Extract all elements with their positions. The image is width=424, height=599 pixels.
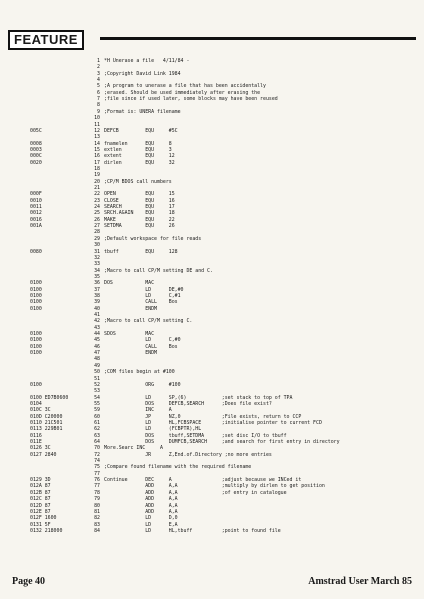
code-line-source: ;CP/M BDOS call numbers: [104, 178, 172, 185]
code-line-address: 0100: [30, 331, 42, 338]
code-listing: [30, 58, 414, 568]
code-line-source: SRCH.AGAIN EQU 18: [104, 210, 175, 217]
code-line-source: ;Format is: UNERA filename: [104, 108, 181, 115]
code-line-line-number: 5: [97, 83, 100, 90]
code-line-source: ;Default workspace for file reads: [104, 235, 202, 242]
code-line-source: DOS MAC: [104, 280, 155, 287]
code-line-line-number: 13: [94, 134, 100, 141]
code-line-source: ENDM: [104, 305, 157, 312]
code-line-address: 0100: [30, 280, 42, 287]
code-line-address: 010D C20000: [30, 413, 63, 420]
code-line-source: ORG #100: [104, 381, 181, 388]
code-line-source: LD C,#1: [104, 292, 181, 299]
code-line-address: 0126 3C: [30, 445, 51, 452]
code-line-line-number: 72: [94, 451, 100, 458]
code-line-source: ADD A,A: [104, 502, 178, 509]
code-line-line-number: 51: [94, 375, 100, 382]
code-line-line-number: 54: [94, 394, 100, 401]
code-line-address: 0104: [30, 400, 42, 407]
code-line-source: extlen EQU 3: [104, 146, 172, 153]
code-line-address: 0132 218000: [30, 527, 63, 534]
code-line-source: ;A program to unerase a file that has been accidentally: [104, 83, 266, 90]
code-line-line-number: 14: [94, 140, 100, 147]
code-line-source: LD C,#0: [104, 337, 181, 344]
code-line-line-number: 25: [94, 210, 100, 217]
code-line-line-number: 37: [94, 286, 100, 293]
code-line-address: 0100: [30, 343, 42, 350]
code-line-source: LD HL,FCBSPACE ;initialise pointer to current FCD: [104, 419, 322, 426]
code-line-source: SDOS MAC: [104, 331, 155, 338]
code-line-address: 000C: [30, 153, 42, 160]
code-line-line-number: 55: [94, 400, 100, 407]
code-line-address: 0008: [30, 140, 42, 147]
code-line-line-number: 31: [94, 248, 100, 255]
code-line-address: 0129 3D: [30, 477, 51, 484]
code-line-address: 010C 3C: [30, 407, 51, 414]
code-line-source: ADD A,A: [104, 496, 178, 503]
code-line-line-number: 82: [94, 515, 100, 522]
code-line-line-number: 8: [97, 102, 100, 109]
code-line-line-number: 44: [94, 331, 100, 338]
code-line-line-number: 7: [97, 96, 100, 103]
code-line-address: 0003: [30, 146, 42, 153]
code-line-line-number: 24: [94, 204, 100, 211]
code-line-source: SEARCH EQU 17: [104, 204, 175, 211]
code-line-line-number: 41: [94, 312, 100, 318]
code-line-line-number: 10: [94, 115, 100, 122]
code-line-line-number: 50: [94, 369, 100, 376]
code-line-line-number: 4: [97, 77, 100, 84]
code-line-source: LD HL,tbuff ;point to found file: [104, 527, 281, 534]
code-line-line-number: 12: [94, 127, 100, 134]
code-line-source: DOS DEFCB,SEARCH ;Does file exist?: [104, 400, 272, 407]
code-line-source: ADD A,A ;multiply by dirlen to get position: [104, 483, 325, 490]
code-line-line-number: 74: [94, 458, 100, 465]
code-line-line-number: 18: [94, 165, 100, 172]
code-line-line-number: 27: [94, 223, 100, 230]
code-line-address: 000F: [30, 191, 42, 198]
code-line-source: ;Macro to call CP/M setting C.: [104, 318, 193, 325]
code-line-line-number: 32: [94, 254, 100, 261]
code-line-source: ;Compare found filename with the required filename: [104, 464, 252, 471]
code-line-line-number: 84: [94, 527, 100, 534]
code-line-source: DOS DUMFCB,SEARCH ;and search for first entry in directory: [104, 439, 340, 445]
code-line-source: fnamelen EQU 8: [104, 140, 172, 147]
code-line-line-number: 6: [97, 89, 100, 96]
code-line-source: LD DE,#0: [104, 286, 184, 293]
code-line-address: 012E 87: [30, 508, 51, 515]
code-line-line-number: 11: [94, 121, 100, 128]
code-line-line-number: 35: [94, 273, 100, 280]
code-line-address: 0010: [30, 197, 42, 204]
code-line-address: 005C: [30, 127, 42, 134]
code-line-line-number: 81: [94, 508, 100, 515]
code-line-source: OPEN EQU 15: [104, 191, 175, 198]
code-line-line-number: 47: [94, 350, 100, 357]
code-line-line-number: 75: [94, 464, 100, 471]
code-line-source: CALL Bos: [104, 299, 178, 306]
code-line-line-number: 2: [97, 64, 100, 71]
code-line-source: ADD A,A ;of entry in catalogue: [104, 489, 287, 496]
code-line-source: INC A: [104, 407, 172, 414]
code-line-line-number: 39: [94, 299, 100, 306]
header-rule: [100, 37, 416, 40]
code-line-line-number: 45: [94, 337, 100, 344]
code-line-line-number: 83: [94, 521, 100, 528]
code-line-line-number: 15: [94, 146, 100, 153]
code-line-address: 0100: [30, 350, 42, 357]
code-line-address: 0020: [30, 159, 42, 166]
code-line-line-number: 79: [94, 496, 100, 503]
code-line-address: 0110 21C501: [30, 419, 63, 426]
code-line-source: extent EQU 12: [104, 153, 175, 160]
code-line-line-number: 33: [94, 261, 100, 268]
code-line-source: CALL Bos: [104, 343, 178, 350]
code-line-address: 0100: [30, 305, 42, 312]
code-line-line-number: 42: [94, 318, 100, 325]
code-line-address: 0131 5F: [30, 521, 51, 528]
code-line-source: ENDM: [104, 350, 157, 357]
code-line-source: ADD A,A: [104, 508, 178, 515]
code-line-source: ;erased. Should be used immediately after erasing the: [104, 89, 261, 96]
code-line-line-number: 40: [94, 305, 100, 312]
code-line-source: ;Copyright David Link 1984: [104, 70, 181, 77]
code-line-address: 012D 87: [30, 502, 51, 509]
code-line-line-number: 29: [94, 235, 100, 242]
code-line-address: 012A 87: [30, 483, 51, 490]
code-line-source: Continue DEC A ;adjust because we INCed it: [104, 477, 302, 484]
code-line-address: 001A: [30, 223, 42, 230]
page-footer: [12, 576, 412, 588]
code-line-line-number: 3: [97, 70, 100, 77]
code-line-source: JR Z,End.of.Directory ;no more entries: [104, 451, 272, 458]
code-line-line-number: 53: [94, 388, 100, 395]
code-line-address: 0100: [30, 337, 42, 344]
code-line-line-number: 76: [94, 477, 100, 484]
code-line-line-number: 17: [94, 159, 100, 166]
code-line-line-number: 62: [94, 426, 100, 433]
code-line-source: tbuff EQU 128: [104, 248, 178, 255]
code-line-address: 0113 229B01: [30, 426, 63, 433]
code-line-line-number: 48: [94, 356, 100, 363]
code-line-source: DEFCB EQU #5C: [104, 127, 178, 134]
code-line-line-number: 30: [94, 242, 100, 249]
code-line-line-number: 78: [94, 489, 100, 496]
code-line-line-number: 43: [94, 324, 100, 331]
code-line-line-number: 20: [94, 178, 100, 185]
code-line-line-number: 63: [94, 432, 100, 439]
code-line-line-number: 28: [94, 229, 100, 236]
code-line-address: 012F 1600: [30, 515, 57, 522]
code-line-address: 011E: [30, 439, 42, 445]
code-line-address: 0080: [30, 248, 42, 255]
code-line-line-number: 77: [94, 470, 100, 477]
code-line-line-number: 36: [94, 280, 100, 287]
code-line-address: 0011: [30, 204, 42, 211]
code-line-line-number: 1: [97, 58, 100, 64]
code-line-address: 0100: [30, 286, 42, 293]
code-line-line-number: 34: [94, 267, 100, 274]
code-line-source: LD (FCBPTR),HL: [104, 426, 202, 433]
code-line-source: LD E,A: [104, 521, 178, 528]
code-line-address: 012B 87: [30, 489, 51, 496]
code-line-line-number: 70: [94, 445, 100, 452]
code-line-source: JP NZ,0 ;File exists, return to CCP: [104, 413, 302, 420]
page-number: Page 40: [12, 576, 46, 587]
code-line-line-number: 19: [94, 172, 100, 179]
code-line-address: 0012: [30, 210, 42, 217]
code-line-line-number: 23: [94, 197, 100, 204]
code-line-source: ;file since if used later, some blocks may have been reused: [104, 96, 278, 103]
code-line-line-number: 21: [94, 185, 100, 191]
code-line-line-number: 26: [94, 216, 100, 223]
code-line-line-number: 59: [94, 407, 100, 414]
code-line-address: 0100: [30, 299, 42, 306]
code-line-source: dirlen EQU 32: [104, 159, 175, 166]
code-line-source: LD D,0: [104, 515, 178, 522]
code-line-address: 0016: [30, 216, 42, 223]
code-line-address: 0100 ED7B0600: [30, 394, 69, 401]
code-line-source: ;COM files begin at #100: [104, 369, 175, 376]
code-line-line-number: 52: [94, 381, 100, 388]
code-line-address: 0100: [30, 381, 42, 388]
code-line-source: CLOSE EQU 16: [104, 197, 175, 204]
code-line-line-number: 16: [94, 153, 100, 160]
feature-header: [8, 30, 416, 48]
code-line-line-number: 80: [94, 502, 100, 509]
code-line-address: 012C 87: [30, 496, 51, 503]
code-line-address: 0116: [30, 432, 42, 439]
code-line-line-number: 60: [94, 413, 100, 420]
code-line-address: 0100: [30, 292, 42, 299]
code-line-line-number: 49: [94, 362, 100, 369]
code-line-line-number: 38: [94, 292, 100, 299]
code-line-source: *H Unerase a file 4/11/84 -: [104, 58, 190, 64]
issue-label: Amstrad User March 85: [308, 576, 412, 587]
code-line-source: MAKE EQU 22: [104, 216, 175, 223]
code-line-source: DOS tbuff,SETDMA ;set disc I/O to tbuff: [104, 432, 287, 439]
code-line-address: 0127 2840: [30, 451, 57, 458]
code-line-source: LD SP,(6) ;set stack to top of TPA: [104, 394, 293, 401]
code-line-line-number: 22: [94, 191, 100, 198]
code-line-line-number: 61: [94, 419, 100, 426]
code-line-line-number: 77: [94, 483, 100, 490]
code-line-source: More.Searc INC A: [104, 445, 163, 452]
code-line-line-number: 9: [97, 108, 100, 115]
code-line-line-number: 46: [94, 343, 100, 350]
code-line-source: ;Macro to call CP/M setting DE and C.: [104, 267, 213, 274]
section-title: FEATURE: [8, 30, 84, 50]
code-line-source: SETDMA EQU 26: [104, 223, 175, 230]
code-line-line-number: 64: [94, 439, 100, 445]
